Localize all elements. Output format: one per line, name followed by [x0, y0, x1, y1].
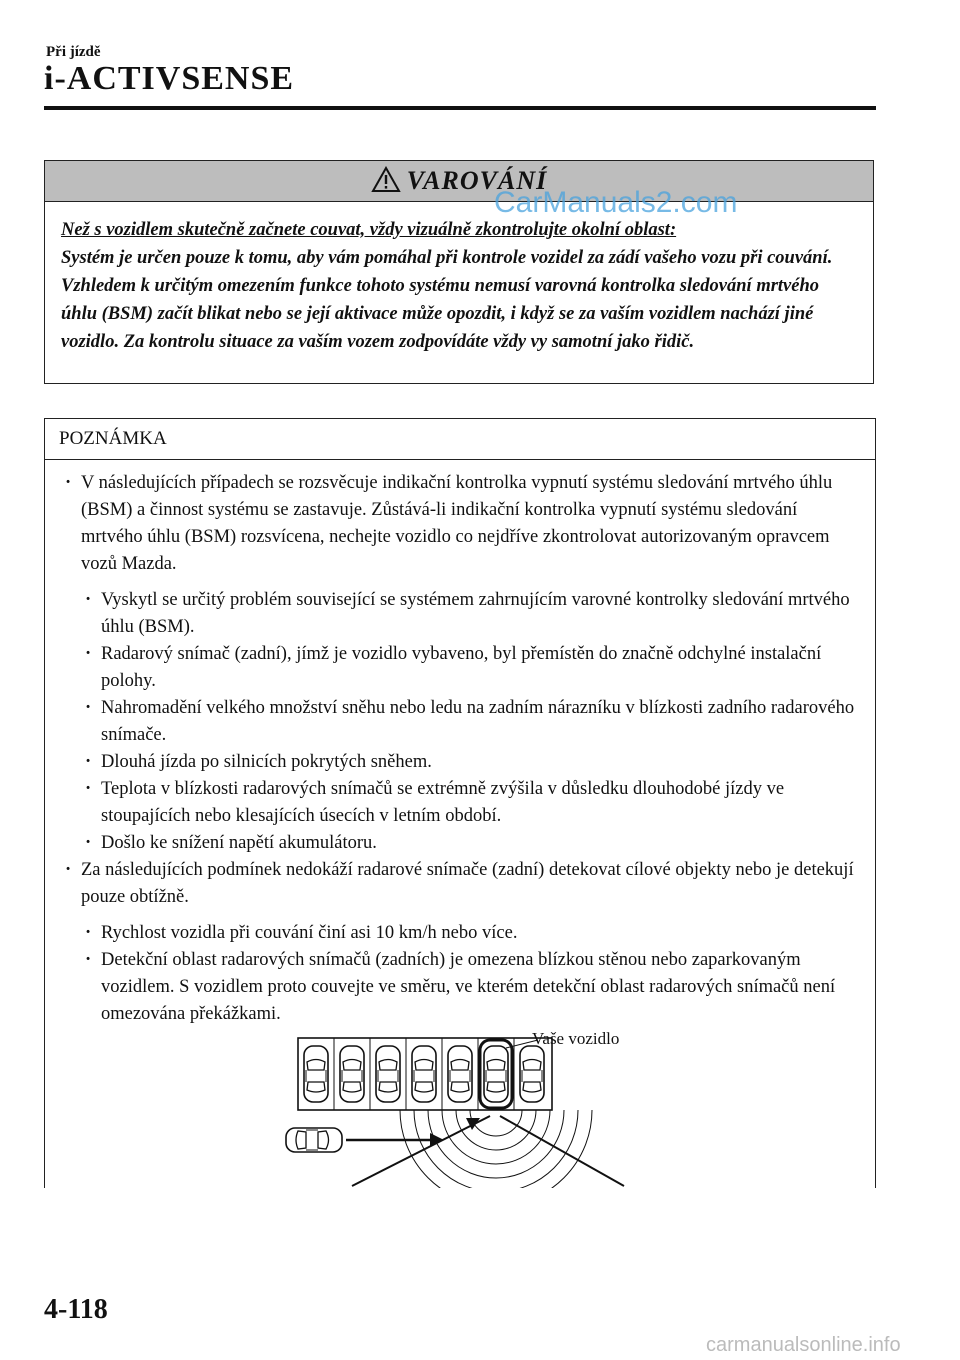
warning-header — [45, 161, 873, 202]
warning-title: VAROVÁNÍ — [406, 166, 548, 195]
title-rule — [44, 106, 876, 110]
warning-body — [45, 202, 873, 356]
note-sub-bullet: · Došlo ke snížení napětí akumulátoru. — [61, 830, 859, 857]
warning-text: Systém je určen pouze k tomu, aby vám pomáhal při kontrole vozidel za zádí vašeho vozu při couvání. Vzhledem k určitým omezením funkce tohoto systému nemusí varovná kontrolka sledování mrtvého úhlu (BSM) začít blikat nebo se její aktivace může opozdit, i když se za vaším vozidlem nachází jiné vozidlo. Za kontrolu situace za vaším vozem zodpovídáte vždy vy samotní jako řidič. — [61, 248, 833, 352]
parking-diagram — [280, 1026, 680, 1188]
note-sub-bullet: · Dlouhá jízda po silnicích pokrytých sněhem. — [61, 749, 859, 776]
parked-car — [340, 1046, 364, 1102]
own-vehicle-label: Vaše vozidlo — [532, 1029, 620, 1048]
note-sub-bullet: · Detekční oblast radarových snímačů (zadních) je omezena blízkou stěnou nebo zaparkovaným vozidlem. S vozidlem proto couvejte ve směru, ve kterém detekční oblast radarových snímačů není omezována překážkami. — [61, 947, 859, 1028]
approaching-car — [286, 1128, 342, 1152]
section-label: Při jízdě — [46, 44, 101, 60]
parked-car — [376, 1046, 400, 1102]
warning-lead: Než s vozidlem skutečně začnete couvat, vždy vizuálně zkontrolujte okolní oblast: — [61, 220, 677, 240]
detection-line-left — [352, 1116, 490, 1186]
note-bullet: · Za následujících podmínek nedokáží radarové snímače (zadní) detekovat cílové objekty nebo je detekují pouze obtížně. — [61, 857, 859, 911]
note-sub-bullet: · Teplota v blízkosti radarových snímačů se extrémně zvýšila v důsledku dlouhodobé jízdy ve stoupajících nebo klesajících úsecích v letním období. — [61, 776, 859, 830]
own-car — [480, 1040, 512, 1108]
warning-triangle-icon — [371, 166, 401, 193]
note-title: POZNÁMKA — [45, 419, 875, 460]
parked-car — [520, 1046, 544, 1102]
note-bullet: · V následujících případech se rozsvěcuje indikační kontrolka vypnutí systému sledování mrtvého úhlu (BSM) a činnost systému se zastavuje. Zůstává-li indikační kontrolka vypnutí systému sledování mrtvého úhlu (BSM) rozsvícena, nechejte vozidlo co nejdříve zkontrolovat autorizovaným opravcem vozů Mazda. — [61, 470, 859, 578]
footer-watermark: carmanualsonline.info — [706, 1334, 901, 1356]
warning-box — [44, 160, 874, 384]
note-sub-bullet: · Nahromadění velkého množství sněhu nebo ledu na zadním nárazníku v blízkosti zadního radarového snímače. — [61, 695, 859, 749]
parked-car — [448, 1046, 472, 1102]
note-body — [45, 460, 875, 1028]
page-title: i-ACTIVSENSE — [44, 60, 295, 97]
watermark: CarManuals2.com — [494, 186, 738, 219]
note-sub-bullet: · Rychlost vozidla při couvání činí asi 10 km/h nebo více. — [61, 920, 859, 947]
note-sub-bullet: · Radarový snímač (zadní), jímž je vozidlo vybaveno, byl přemístěn do značně odchylné instalační polohy. — [61, 641, 859, 695]
parked-car — [412, 1046, 436, 1102]
parked-car — [304, 1046, 328, 1102]
radar-arcs — [400, 1110, 592, 1188]
note-sub-bullet: · Vyskytl se určitý problém související se systémem zahrnujícím varovné kontrolky sledování mrtvého úhlu (BSM). — [61, 587, 859, 641]
page-number: 4-118 — [44, 1294, 108, 1325]
